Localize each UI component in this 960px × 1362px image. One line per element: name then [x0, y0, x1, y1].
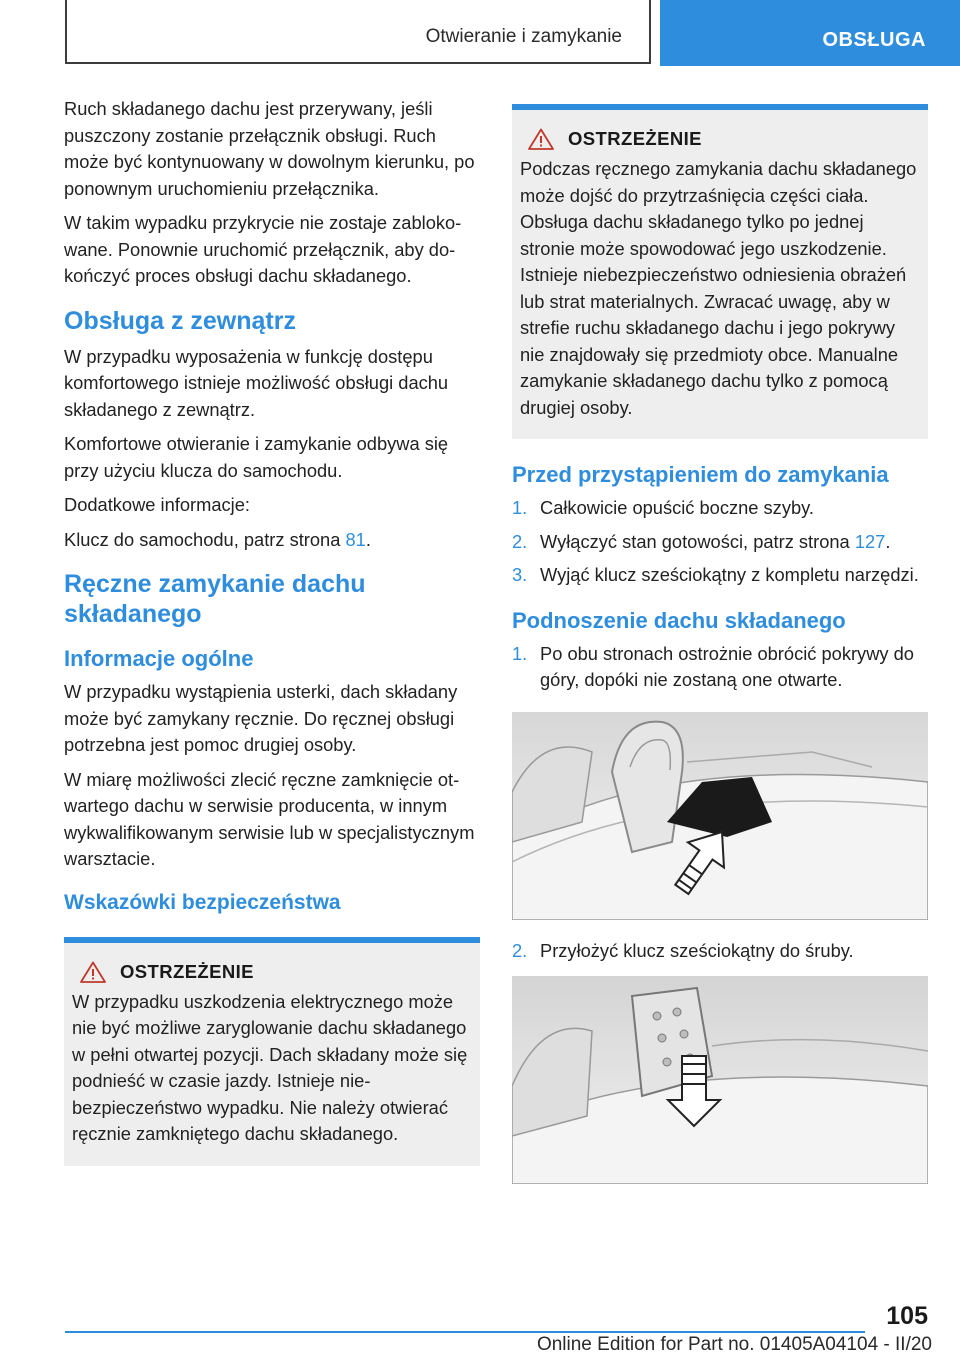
step-text: Wyjąć klucz sześciokątny z kompletu narzędzi.	[540, 564, 919, 585]
paragraph: Ruch składanego dachu jest przerywany, jeśli puszczony zostanie przełącznik obsługi. Ruch może być kontynuowany w dowolnym kierunku, po ponownym uruchomieniu przełącznika.	[64, 98, 475, 199]
warning-text: W przypadku uszkodzenia elektrycznego może nie być możliwe zaryglowanie dachu składanego w pełni otwartej pozycji. Dach składany może się podnieść w czasie jazdy. Istnieje niebezpieczeństwo wypadku. Nie należy otwierać ręcznie zamkniętego dachu składanego.	[72, 990, 468, 1144]
list-item	[512, 938, 928, 965]
step-text: Przyłożyć klucz sześciokątny do śruby.	[540, 939, 854, 961]
paragraph: W miarę możliwości zlecić ręczne zamknięcie otwartego dachu w serwisie producenta, w innym wykwalifikowanym serwisie lub w specjalistycznym warsztacie.	[64, 768, 475, 869]
warning-title: OSTRZEŻENIE	[120, 960, 254, 982]
illustration-cover-lift	[512, 712, 928, 920]
header-section-title: Otwieranie i zamykanie	[425, 26, 622, 47]
footer-divider	[65, 1331, 865, 1333]
text: Klucz do samochodu, patrz strona	[64, 528, 346, 550]
right-column	[512, 104, 928, 1202]
heading-general-info: Informacje ogólne	[64, 646, 254, 671]
paragraph: Dodatkowe informacje:	[64, 494, 250, 515]
steps-before-closing	[512, 495, 928, 589]
heading-outside-operation: Obsługa z zewnątrz	[64, 306, 296, 335]
steps-lifting-roof	[512, 641, 928, 694]
warning-text: Podczas ręcznego zamykania dachu składanego może dojść do przytrzaśnięcia części ciała. Obsługa dachu składanego tylko po jednej stronie może spowodować jego uszkodzenie. Istnieje niebezpieczeństwo odniesienia obrażeń lub strat materialnych. Zwracać uwagę, aby w strefie ruchu składanego dachu i jego pokrywy nie znajdowały się przedmioty obce. Manualne zamykanie składanego dachu tylko z pomocą drugiej osoby.	[520, 158, 917, 418]
step-text: Po obu stronach ostrożnie obrócić pokrywy do góry, dopóki nie zostaną one otwarte.	[540, 642, 914, 690]
step-text: Całkowicie opuścić boczne szyby.	[540, 497, 814, 518]
page-link-127[interactable]: 127	[854, 530, 886, 552]
text: .	[365, 528, 371, 550]
header-section-box	[65, 0, 651, 64]
header-chapter-tab	[660, 0, 960, 66]
step-text	[540, 529, 890, 556]
warning-title: OSTRZEŻENIE	[568, 128, 702, 149]
list-item	[512, 495, 928, 522]
header-chapter-title: OBSŁUGA	[822, 29, 926, 51]
text: Wyłączyć stan gotowości, patrz strona	[540, 530, 855, 552]
step-number: 1.	[512, 642, 528, 664]
paragraph: Komfortowe otwieranie i zamykanie odbywa się przy użyciu klucza do samochodu.	[64, 433, 449, 481]
step-number: 1.	[512, 497, 528, 518]
warning-triangle-icon	[80, 961, 106, 983]
list-item	[512, 562, 928, 589]
heading-before-closing: Przed przystąpieniem do zamykania	[512, 462, 889, 487]
step-number: 2.	[512, 530, 528, 552]
paragraph: W przypadku wystąpienia usterki, dach składany może być zamykany ręcznie. Do ręcznej obsługi potrzebna jest pomoc drugiej osoby.	[64, 681, 458, 755]
step-number: 3.	[512, 564, 528, 585]
heading-lifting-roof: Podnoszenie dachu składanego	[512, 607, 846, 633]
illustration-hex-key	[512, 976, 928, 1184]
page-link-81[interactable]: 81	[345, 528, 366, 550]
edition-note: Online Edition for Part no. 01405A04104 - II/20	[536, 1334, 932, 1355]
steps-lifting-roof-continued	[512, 938, 928, 965]
heading-manual-closing: Ręczne zamykanie dachu składanego	[64, 570, 366, 628]
list-item	[512, 529, 928, 556]
page-header	[0, 0, 960, 66]
text: .	[885, 530, 891, 552]
paragraph: W przypadku wyposażenia w funkcję dostępu komfortowego istnieje możliwość obsługi dachu składanego z zewnątrz.	[64, 345, 449, 420]
page-number: 105	[886, 1302, 928, 1330]
warning-box	[64, 937, 480, 1166]
paragraph-key-reference	[64, 527, 480, 554]
step-number: 2.	[512, 939, 528, 961]
warning-box	[512, 104, 928, 439]
warning-header	[72, 961, 470, 983]
list-item	[512, 641, 928, 694]
paragraph: W takim wypadku przykrycie nie zostaje zablokowane. Ponownie uruchomić przełącznik, aby dokończyć proces obsługi dachu składanego.	[64, 212, 462, 286]
warning-triangle-icon	[528, 128, 554, 150]
left-column	[64, 96, 480, 1166]
warning-header	[520, 128, 918, 150]
heading-safety-notes: Wskazówki bezpieczeństwa	[64, 890, 341, 914]
